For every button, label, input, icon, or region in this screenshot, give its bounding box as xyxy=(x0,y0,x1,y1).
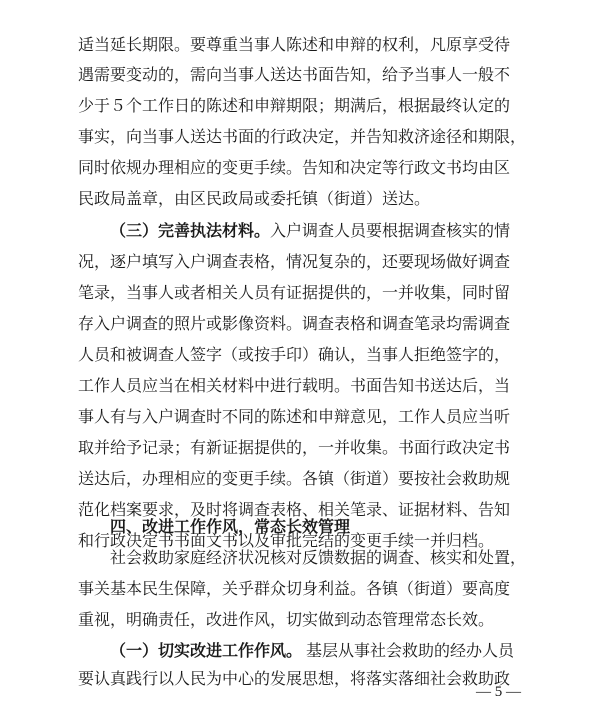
line-text: 适当延长期限。要尊重当事人陈述和申辩的权利，凡原享受待 xyxy=(78,35,511,54)
line-text: 遇需要变动的，需向当事人送达书面告知，给予当事人一般不 xyxy=(78,65,511,84)
line-text: 取并给予记录；有新证据提供的，一并收集。书面行政决定书 xyxy=(78,438,511,457)
paragraph-line xyxy=(0,605,591,635)
subsection-line xyxy=(0,216,591,246)
line-text: 少于５个工作日的陈述和申辩期限；期满后，根据最终认定的 xyxy=(78,96,511,115)
section-heading: 四、改进工作作风，常态长效管理 xyxy=(110,517,351,536)
section-heading-line xyxy=(0,512,591,542)
paragraph-line xyxy=(0,60,591,90)
line-text: 入户调查人员要根据调查核实的情 xyxy=(270,221,511,240)
line-text: 社会救助家庭经济状况核对反馈数据的调查、核实和处置， xyxy=(110,548,527,567)
line-text: 笔录，当事人或者相关人员有证据提供的，一并收集，同时留 xyxy=(78,283,511,302)
line-text: 同时依规办理相应的变更手续。告知和决定等行政文书均由区 xyxy=(78,158,511,177)
paragraph-line xyxy=(0,464,591,494)
line-text: 送达后，办理相应的变更手续。各镇（街道）要按社会救助规 xyxy=(78,469,511,488)
line-text: 况，逐户填写入户调查表格，情况复杂的，还要现场做好调查 xyxy=(78,252,511,271)
line-text: 事人有与入户调查时不同的陈述和申辩意见，工作人员应当听 xyxy=(78,407,511,426)
paragraph-line xyxy=(0,340,591,370)
paragraph-line xyxy=(0,278,591,308)
line-text: 工作人员应当在相关材料中进行载明。书面告知书送达后，当 xyxy=(78,376,511,395)
paragraph-line xyxy=(0,184,591,214)
subsection-heading: （三）完善执法材料。 xyxy=(110,221,271,240)
paragraph-line xyxy=(0,247,591,277)
paragraph-line xyxy=(0,30,591,60)
line-text: 基层从事社会救助的经办人员 xyxy=(306,641,515,660)
line-text: 民政局盖章，由区民政局或委托镇（街道）送达。 xyxy=(78,189,431,208)
subsection-heading: （一）切实改进工作作风。 xyxy=(110,641,303,660)
paragraph-line xyxy=(0,574,591,604)
paragraph-line xyxy=(0,309,591,339)
line-text: 事关基本民生保障，关乎群众切身利益。各镇（街道）要高度 xyxy=(78,579,511,598)
line-text: 要认真践行以人民为中心的发展思想，将落实落细社会救助政 xyxy=(78,669,511,688)
line-text: 范化档案要求，及时将调查表格、相关笔录、证据材料、告知 xyxy=(78,500,511,519)
line-text: 事实，向当事人送达书面的行政决定，并告知救济途径和期限， xyxy=(78,127,527,146)
paragraph-line xyxy=(0,371,591,401)
line-text: 重视，明确责任，改进作风，切实做到动态管理常态长效。 xyxy=(78,610,495,629)
line-text: 和行政决定书书面文书以及审批完结的变更手续一并归档。 xyxy=(78,531,495,550)
paragraph-line xyxy=(0,433,591,463)
line-text: 人员和被调查人签字（或按手印）确认，当事人拒绝签字的， xyxy=(78,345,511,364)
paragraph-line xyxy=(0,91,591,121)
paragraph-line xyxy=(0,122,591,152)
paragraph-line xyxy=(0,153,591,183)
paragraph-line xyxy=(0,402,591,432)
paragraph-line xyxy=(0,543,591,573)
page-number: — 5 — xyxy=(476,684,521,700)
subsection-line xyxy=(0,636,591,666)
line-text: 存入户调查的照片或影像资料。调查表格和调查笔录均需调查 xyxy=(78,314,511,333)
